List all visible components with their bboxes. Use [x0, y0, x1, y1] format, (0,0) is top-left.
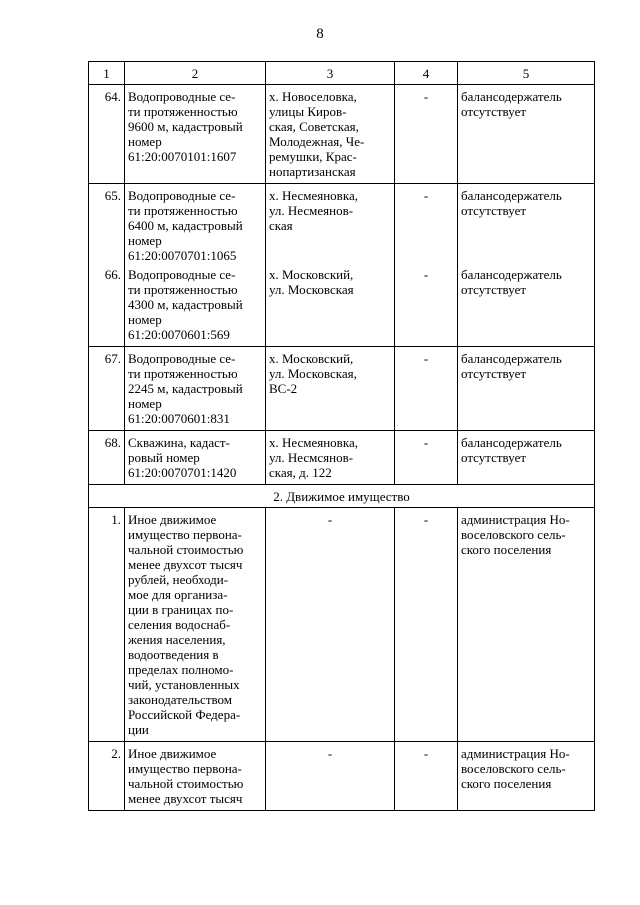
table-row	[89, 347, 595, 431]
table-header-row	[89, 62, 595, 85]
col4-value: -	[395, 431, 458, 485]
balance-holder: балансодержатель отсутствует	[458, 263, 595, 347]
table-row	[89, 85, 595, 184]
section-row	[89, 485, 595, 508]
col4-value: -	[395, 508, 458, 742]
col4-value: -	[395, 742, 458, 811]
balance-holder: администрация Но- воселовского сель- ского поселения	[458, 508, 595, 742]
object-name: Скважина, кадаст- ровый номер 61:20:0070701:1420	[125, 431, 266, 485]
table-row	[89, 742, 595, 811]
row-number: 65.	[89, 184, 125, 264]
object-name: Водопроводные се- ти протяженностью 6400 м, кадастровый номер 61:20:0070701:1065	[125, 184, 266, 264]
object-address: х. Московский, ул. Московская	[266, 263, 395, 347]
section-title: 2. Движимое имущество	[89, 485, 595, 508]
table-row	[89, 431, 595, 485]
header-cell: 4	[395, 62, 458, 85]
balance-holder: балансодержатель отсутствует	[458, 431, 595, 485]
balance-holder: балансодержатель отсутствует	[458, 85, 595, 184]
row-number: 2.	[89, 742, 125, 811]
header-cell: 3	[266, 62, 395, 85]
table-row	[89, 184, 595, 264]
balance-holder: балансодержатель отсутствует	[458, 347, 595, 431]
table-row	[89, 263, 595, 347]
page-number: 8	[316, 26, 324, 42]
object-address: х. Новоселовка, улицы Киров- ская, Советская, Молодежная, Че- ремушки, Крас- нопартизанская	[266, 85, 395, 184]
header-cell: 1	[89, 62, 125, 85]
balance-holder: администрация Но- воселовского сель- ского поселения	[458, 742, 595, 811]
row-number: 68.	[89, 431, 125, 485]
col4-value: -	[395, 263, 458, 347]
col4-value: -	[395, 184, 458, 264]
object-name: Водопроводные се- ти протяженностью 9600 м, кадастровый номер 61:20:0070101:1607	[125, 85, 266, 184]
object-name: Иное движимое имущество первона- чальной стоимостью менее двухсот тысяч	[125, 742, 266, 811]
object-name: Иное движимое имущество первона- чальной стоимостью менее двухсот тысяч рублей, необходи- мое для организа- ции в границах по- селения водоснаб- жения населения, водоотведения в пределах полномо- чий, установленных законодательством Российской Федера- ции	[125, 508, 266, 742]
balance-holder: балансодержатель отсутствует	[458, 184, 595, 264]
object-name: Водопроводные се- ти протяженностью 2245 м, кадастровый номер 61:20:0070601:831	[125, 347, 266, 431]
col4-value: -	[395, 85, 458, 184]
object-address: х. Несмеяновка, ул. Несмеянов- ская	[266, 184, 395, 264]
property-table	[88, 61, 595, 811]
header-cell: 5	[458, 62, 595, 85]
row-number: 66.	[89, 263, 125, 347]
row-number: 1.	[89, 508, 125, 742]
object-address: -	[266, 742, 395, 811]
object-address: -	[266, 508, 395, 742]
header-cell: 2	[125, 62, 266, 85]
object-address: х. Московский, ул. Московская, ВС-2	[266, 347, 395, 431]
object-name: Водопроводные се- ти протяженностью 4300 м, кадастровый номер 61:20:0070601:569	[125, 263, 266, 347]
object-address: х. Несмеяновка, ул. Несмсянов- ская, д. 122	[266, 431, 395, 485]
col4-value: -	[395, 347, 458, 431]
row-number: 67.	[89, 347, 125, 431]
table-row	[89, 508, 595, 742]
row-number: 64.	[89, 85, 125, 184]
